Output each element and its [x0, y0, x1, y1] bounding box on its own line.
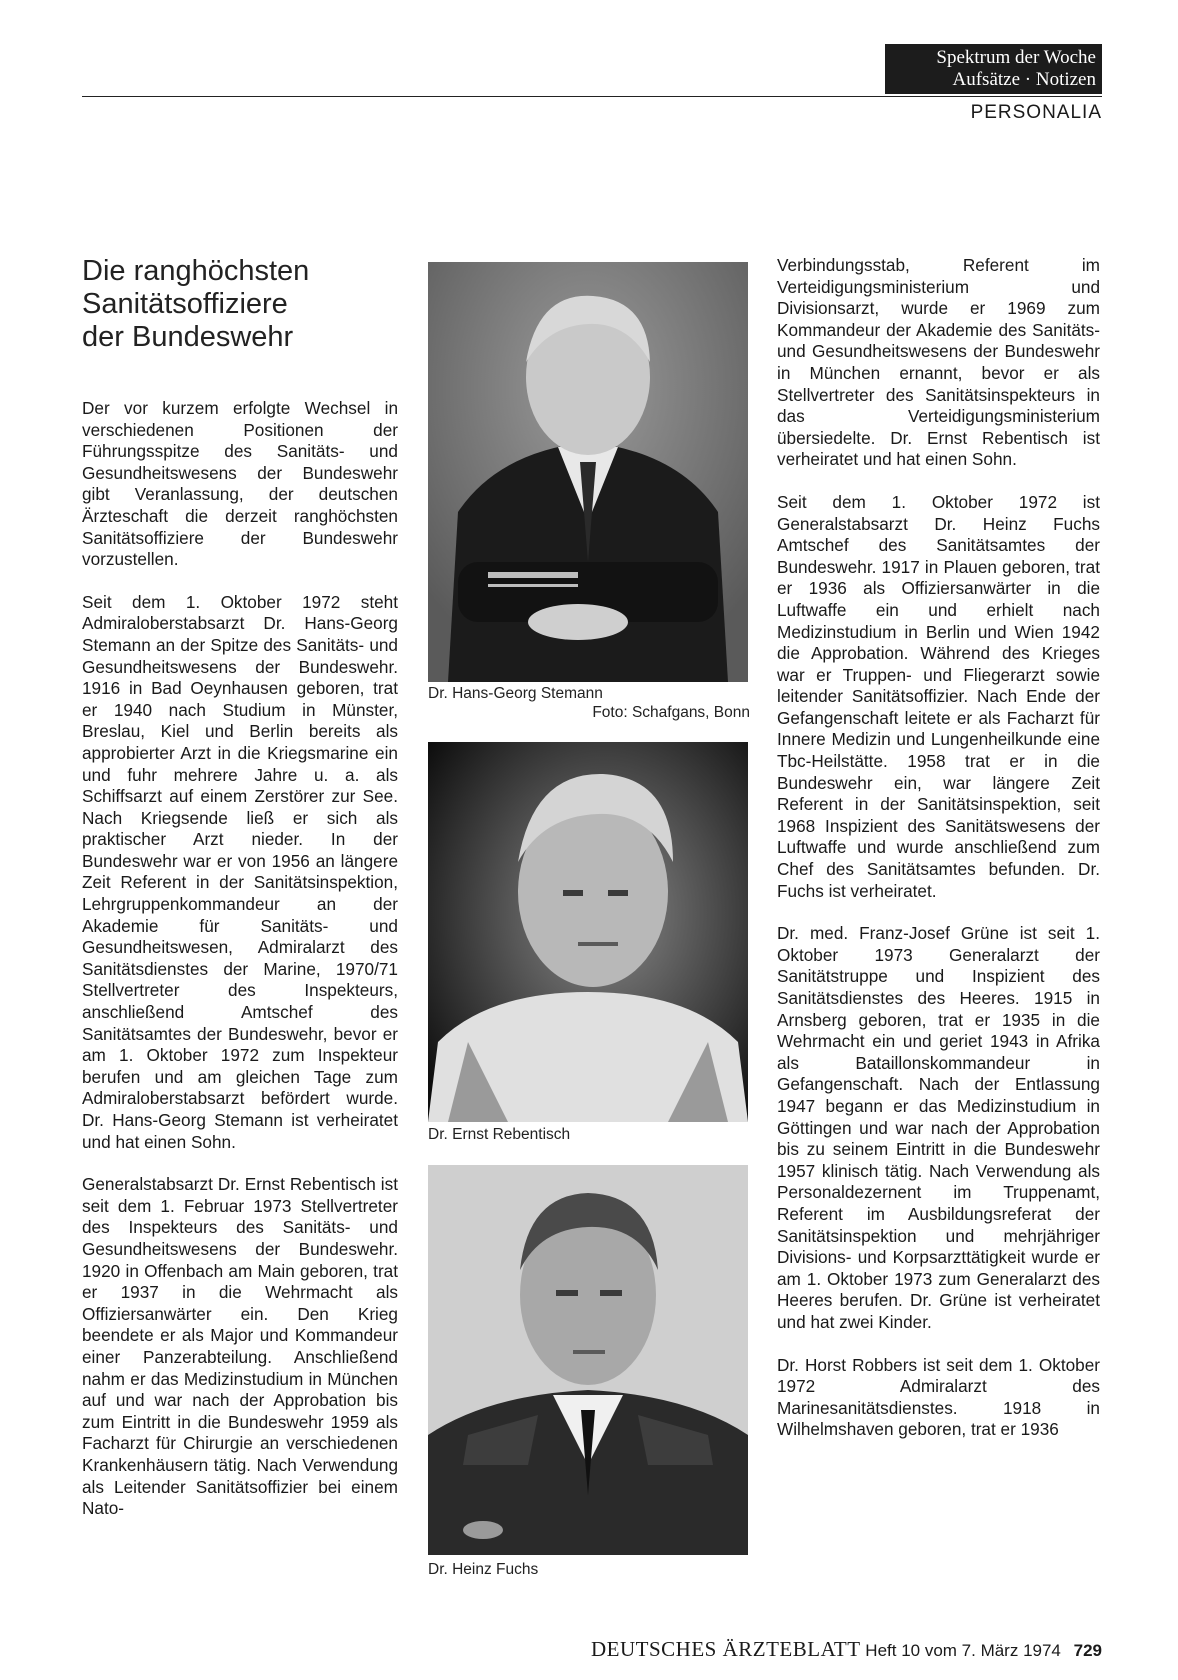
portrait-image: [428, 262, 748, 682]
article-column-right: [777, 255, 1100, 1462]
section-label: [885, 44, 1102, 94]
portrait-photo-stemann: [428, 262, 748, 682]
photo-caption-fuchs: Dr. Heinz Fuchs: [428, 1561, 539, 1578]
gruene-paragraph: Dr. med. Franz-Josef Grüne ist seit 1. Oktober 1973 Generalarzt der Sanitätstruppe und Inspizient des Sanitätsdienstes des Heeres. 1915 in Arnsberg geboren, trat er 1935 in die Wehrmacht ein und geriet 1943 in Afrika als Bataillonskommandeur in Gefangenschaft. Nach der Entlassung 1947 begann er das Medizinstudium in Göttingen und war nach der Approbation bis zu seinem Eintritt in die Bundeswehr 1957 klinisch tätig. Nach Verwendung als Personaldezernent im Truppenamt, Referent im Ausbildungsreferat der Sanitätsinspektion und mehrjähriger Divisions- und Korpsarzttätigkeit wurde er am 1. Oktober 1973 zum Generalarzt des Heeres berufen. Dr. Grüne ist verheiratet und hat zwei Kinder.: [777, 923, 1100, 1332]
title-line: Sanitätsoffiziere: [82, 288, 288, 320]
photo-caption-stemann: [428, 684, 750, 722]
rebentisch-paragraph: Generalstabsarzt Dr. Ernst Rebentisch ist seit dem 1. Februar 1973 Stellvertreter des Inspekteurs des Sanitäts- und Gesundheitswesens der Bundeswehr. 1920 in Offenbach am Main geboren, trat er 1937 in die Wehrmacht als Offiziersanwärter ein. Den Krieg beendete er als Major und Kommandeur einer Panzerabteilung. Anschließend nahm er das Medizinstudium in München auf und war nach der Approbation bis zum Eintritt in die Bundeswehr 1959 als Facharzt für Chirurgie an verschiedenen Krankenhäusern tätig. Nach Verwendung als Leitender Sanitätsoffizier bei einem Nato-: [82, 1174, 398, 1519]
header-rule: [82, 96, 1102, 97]
page-footer: [591, 1637, 1102, 1662]
section-label-line2: Aufsätze · Notizen: [952, 69, 1096, 90]
article-title: [82, 255, 398, 354]
portrait-photo-fuchs: [428, 1165, 748, 1555]
intro-paragraph: Der vor kurzem erfolgte Wechsel in verschiedenen Positionen der Führungsspitze des Sanitäts- und Gesundheitswesens der Bundeswehr gibt Veranlassung, der deutschen Ärzteschaft die derzeit ranghöchsten Sanitätsoffiziere der Bundeswehr vorzustellen.: [82, 398, 398, 570]
category-label: PERSONALIA: [970, 102, 1102, 123]
fuchs-paragraph: Seit dem 1. Oktober 1972 ist Generalstabsarzt Dr. Heinz Fuchs Amtschef des Sanitätsamtes der Bundeswehr. 1917 in Plauen geboren, trat er 1936 als Offiziersanwärter in die Luftwaffe ein und erhielt nach Medizinstudium in Berlin und Wien 1942 die Approbation. Während des Krieges war er Truppen- und Fliegerarzt sowie leitender Sanitätsoffizier. Nach Ende der Gefangenschaft leitete er als Facharzt für Innere Medizin und Lungenheilkunde eine Tbc-Heilstätte. 1958 trat er in die Bundeswehr ein, war längere Zeit Referent in der Sanitätsinspektion, seit 1968 Inspizient des Sanitätswesens der Luftwaffe und wurde anschließend zum Chef des Sanitätsamtes befunden. Dr. Fuchs ist verheiratet.: [777, 491, 1100, 901]
journal-name: DEUTSCHES ÄRZTEBLATT: [590, 1637, 861, 1661]
stemann-paragraph: Seit dem 1. Oktober 1972 steht Admiraloberstabsarzt Dr. Hans-Georg Stemann an der Spitze des Sanitäts- und Gesundheitswesens der Bundeswehr. 1916 in Bad Oeynhausen geboren, trat er 1940 nach Studium in Münster, Breslau, Kiel und Berlin bereits als approbierter Arzt in die Kriegsmarine ein und fuhr mehrere Jahre u. a. als Schiffsarzt auf einem Zerstörer zur See. Nach Kriegsende ließ er sich als praktischer Arzt nieder. In der Bundeswehr war er von 1956 an längere Zeit Referent in der Sanitätsinspektion, Lehrgruppenkommandeur an der Akademie für Sanitäts- und Gesundheitswesen, Admiralarzt des Sanitätsdienstes der Marine, 1970/71 Stellvertreter des Inspekteurs, anschließend Amtschef des Sanitätsamtes der Bundeswehr, bevor er am 1. Oktober 1972 zum Inspekteur berufen und am gleichen Tage zum Admiraloberstabsarzt befördert wurde. Dr. Hans-Georg Stemann ist verheiratet und hat einen Sohn.: [82, 591, 398, 1152]
page-number: 729: [1073, 1641, 1102, 1660]
portrait-image: [428, 1165, 748, 1555]
portrait-photo-rebentisch: [428, 742, 748, 1122]
rebentisch-continued-paragraph: Verbindungsstab, Referent im Verteidigungsministerium und Divisionsarzt, wurde er 1969 zum Kommandeur der Akademie des Sanitäts- und Gesundheitswesens der Bundeswehr in München ernannt, bevor er als Stellvertreter des Sanitätsinspekteurs in das Verteidigungsministerium übersiedelte. Dr. Ernst Rebentisch ist verheiratet und hat einen Sohn.: [777, 255, 1100, 470]
section-label-line1: Spektrum der Woche: [936, 47, 1096, 68]
caption-name: Dr. Hans-Georg Stemann: [428, 685, 603, 702]
issue-info: Heft 10 vom 7. März 1974: [865, 1641, 1061, 1660]
title-line: Die ranghöchsten: [82, 255, 310, 287]
robbers-paragraph: Dr. Horst Robbers ist seit dem 1. Oktober 1972 Admiralarzt des Marinesanitätsdienstes. 1918 in Wilhelmshaven geboren, trat er 1936: [777, 1354, 1100, 1440]
article-column-left: [82, 255, 398, 1541]
photo-credit: Foto: Schafgans, Bonn: [592, 704, 750, 721]
portrait-image: [428, 742, 748, 1122]
title-line: der Bundeswehr: [82, 321, 294, 353]
photo-caption-rebentisch: Dr. Ernst Rebentisch: [428, 1126, 571, 1143]
